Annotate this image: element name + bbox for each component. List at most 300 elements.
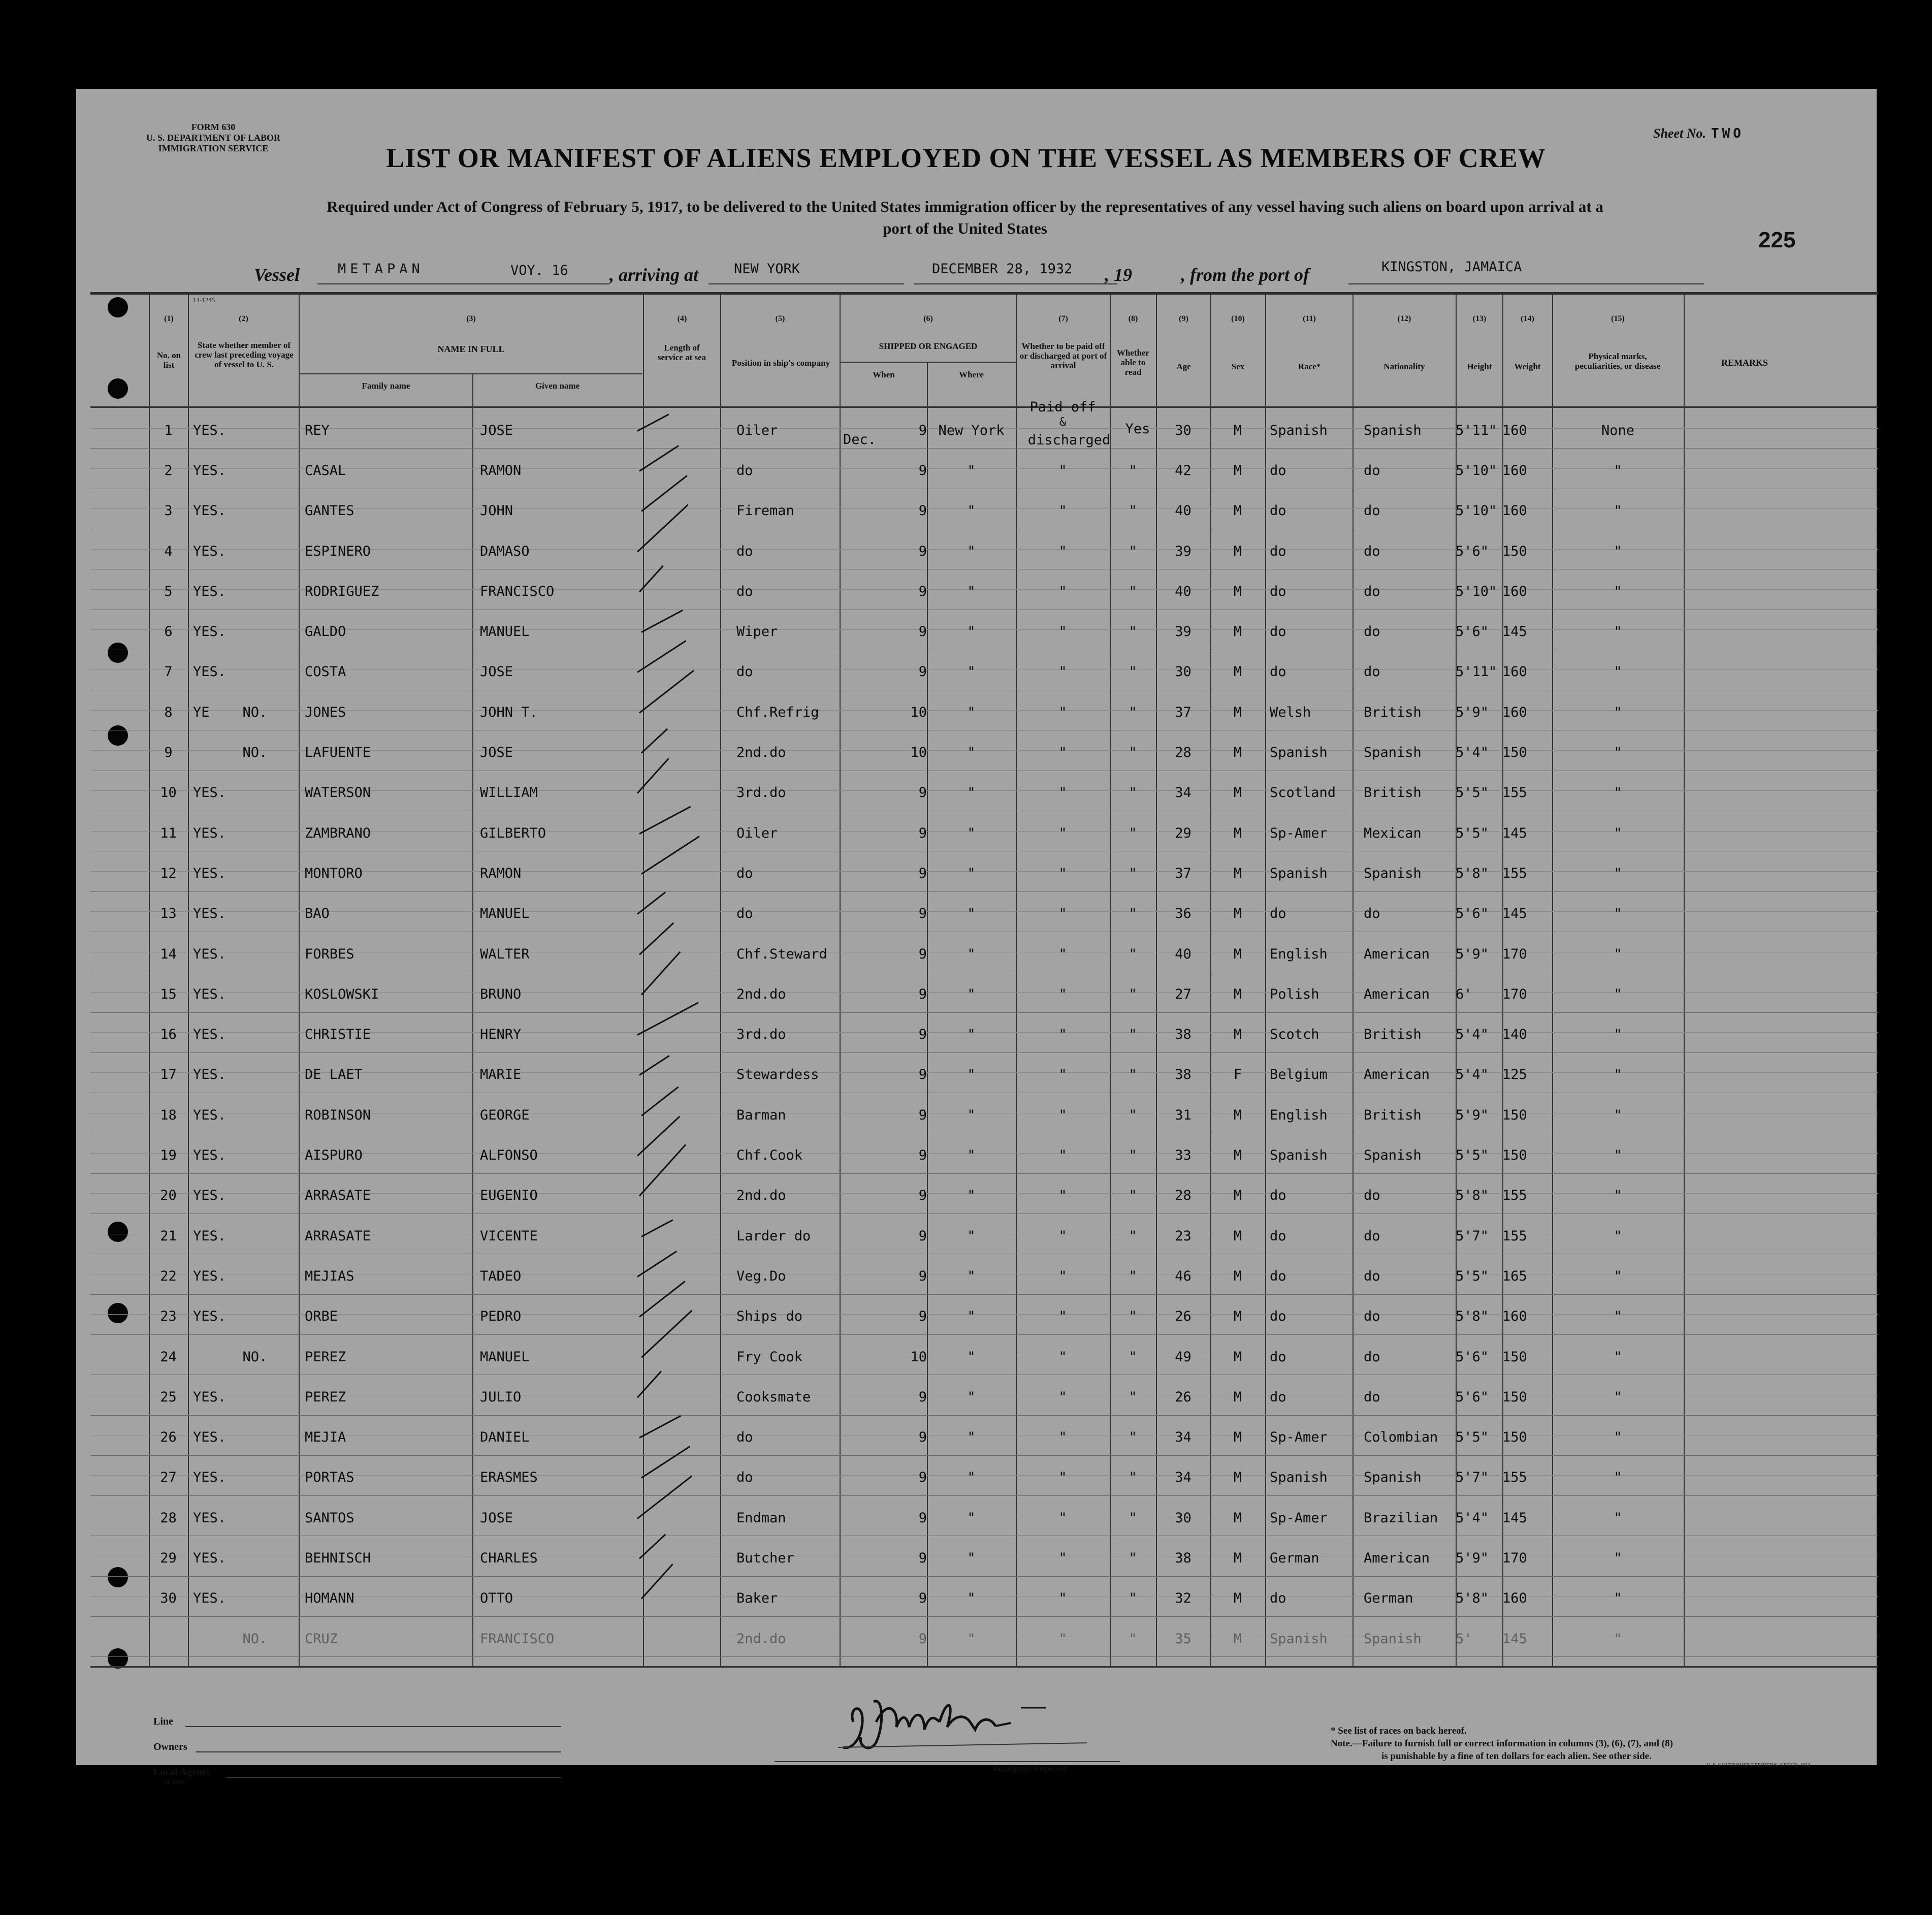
page-subtitle [142,196,1788,239]
paid-off: " [1058,1389,1067,1405]
arriving-port: NEW YORK [734,261,800,277]
weight: 160 [1502,1590,1527,1606]
physical-marks: " [1614,1107,1622,1123]
age: 30 [1175,423,1192,438]
previous-voyage: YE NO. [193,705,268,720]
sex: M [1233,745,1242,760]
weight: 160 [1502,664,1527,680]
row-number: 2 [164,463,173,478]
height: 5'8" [1456,1590,1489,1606]
position: Larder do [736,1228,811,1244]
able-to-read: " [1129,1188,1137,1203]
shipped-where: " [967,463,976,478]
age: 34 [1175,785,1192,801]
col-num: (13) [1472,314,1487,323]
race: do [1270,624,1286,640]
able-to-read: " [1129,745,1137,760]
shipped-where: " [967,946,976,962]
height: 5'5" [1456,1147,1489,1163]
given-name: JOSE [480,664,513,680]
row-number: 26 [160,1429,177,1445]
physical-marks: " [1614,1228,1622,1244]
paid-off: " [1058,544,1067,559]
col-num: (12) [1397,314,1411,323]
nationality: Spanish [1364,866,1422,881]
vessel-label: Vessel [254,265,300,285]
note-line: Note.—Failure to furnish full or correct information in columns (3), (6), (7), and (8) [1331,1738,1673,1749]
position: Chf.Cook [736,1147,803,1163]
sex: M [1233,1308,1242,1324]
height: 5'4" [1456,745,1489,760]
previous-voyage: YES. [193,1308,227,1324]
physical-marks: " [1614,1550,1622,1566]
physical-marks: " [1614,1067,1622,1082]
shipped-when: 9 [918,1470,927,1485]
family-name: REY [305,423,330,438]
row-line [90,1294,1878,1295]
height: 5'4" [1456,1067,1489,1082]
col-num: (11) [1303,314,1316,323]
family-name: GANTES [305,503,355,519]
age: 39 [1175,544,1192,559]
paid-off: " [1058,1027,1067,1042]
weight: 155 [1502,785,1527,801]
previous-voyage: YES. [193,1188,227,1203]
age: 49 [1175,1349,1192,1365]
sex: M [1233,1389,1242,1405]
given-name: ERASMES [480,1470,538,1485]
row-number: 12 [160,866,177,881]
shipped-where: " [967,1429,976,1445]
position: 2nd.do [736,745,786,760]
position: Veg.Do [736,1268,786,1284]
nationality: British [1364,1027,1422,1042]
able-to-read: " [1129,664,1137,680]
shipped-where: " [967,1590,976,1606]
row1-paid-off-line3: discharged [1027,432,1111,448]
position: Baker [736,1590,778,1606]
physical-marks: " [1614,825,1622,841]
previous-voyage: YES. [193,986,227,1002]
sex: M [1233,825,1242,841]
shipped-where: " [967,664,976,680]
given-name: EUGENIO [480,1188,538,1203]
family-name: GALDO [305,624,346,640]
family-name: ZAMBRANO [305,825,371,841]
family-name: LAFUENTE [305,745,371,760]
header-able-to-read: Whether able to read [1116,348,1150,377]
given-name: CHARLES [480,1550,538,1566]
previous-voyage: YES. [193,1147,227,1163]
position: Cooksmate [736,1389,811,1405]
weight: 155 [1502,1470,1527,1485]
height: 5'5" [1456,1429,1489,1445]
family-name: ESPINERO [305,544,371,559]
row1-paid-off-line2: & [1059,416,1067,429]
header-rule [90,406,1878,408]
race: do [1270,1349,1286,1365]
family-name: PORTAS [305,1470,355,1485]
shipped-when: 9 [918,785,927,801]
shipped-when: 9 [918,1590,927,1606]
family-name: BEHNISCH [305,1550,371,1566]
shipped-where: " [967,866,976,881]
inspector-underline [775,1761,1120,1762]
previous-voyage: YES. [193,906,227,921]
height: 5'10" [1456,584,1497,599]
paid-off: " [1058,1268,1067,1284]
family-name: ARRASATE [305,1228,371,1244]
col-num: (5) [775,314,785,323]
family-name: MEJIA [305,1429,346,1445]
nationality: do [1364,1349,1380,1365]
nationality: Spanish [1364,1470,1422,1485]
physical-marks: " [1614,1147,1622,1163]
shipped-where: " [967,503,976,519]
column-line [1684,295,1685,1666]
header-height: Height [1467,362,1492,371]
race: do [1270,1389,1286,1405]
age: 37 [1175,866,1192,881]
position: 2nd.do [736,1631,786,1647]
weight: 150 [1502,1147,1527,1163]
sex: M [1233,584,1242,599]
shipped-where: " [967,1107,976,1123]
row1-month: Dec. [843,432,877,448]
paid-off: " [1058,1590,1067,1606]
row-number: 4 [164,544,173,559]
row-number: 6 [164,624,173,640]
given-name: JOSE [480,423,513,438]
race: Belgium [1270,1067,1328,1082]
weight: 160 [1502,423,1527,438]
given-name: RAMON [480,866,522,881]
punch-hole [108,1648,128,1669]
nationality: do [1364,624,1380,640]
race: do [1270,463,1286,478]
previous-voyage: YES. [193,503,227,519]
nationality: British [1364,705,1422,720]
previous-voyage: YES. [193,1228,227,1244]
sex: M [1233,705,1242,720]
physical-marks: " [1614,1590,1622,1606]
paid-off: " [1058,1550,1067,1566]
shipped-when: 9 [918,1268,927,1284]
column-line [720,295,721,1666]
nationality: Brazilian [1364,1510,1438,1526]
race: Polish [1270,986,1319,1002]
able-to-read: " [1129,463,1137,478]
table-top-rule [90,292,1878,295]
previous-voyage: YES. [193,866,227,881]
given-name: FRANCISCO [480,584,555,599]
shipped-where: " [967,825,976,841]
able-to-read: " [1129,1429,1137,1445]
arriving-label: , arriving at [609,265,699,285]
weight: 150 [1502,1349,1527,1365]
able-to-read: " [1129,906,1137,921]
shipped-when: 9 [918,986,927,1002]
weight: 160 [1502,705,1527,720]
given-name: RAMON [480,463,522,478]
previous-voyage: YES. [193,1067,227,1082]
nationality: do [1364,1188,1380,1203]
sex: M [1233,1590,1242,1606]
shipped-when: 10 [910,745,927,760]
col-num: (3) [466,314,476,323]
able-to-read: " [1129,1631,1137,1647]
height: 5'4" [1456,1027,1489,1042]
age: 30 [1175,1510,1192,1526]
shipped-where: " [967,1470,976,1485]
sex: M [1233,463,1242,478]
height: 6' [1456,986,1472,1002]
given-name: WALTER [480,946,530,962]
row-line [90,1495,1878,1496]
nationality: British [1364,785,1422,801]
family-name: COSTA [305,664,346,680]
shipped-when: 9 [918,1188,927,1203]
nationality: do [1364,664,1380,680]
previous-voyage: YES. [193,1550,227,1566]
previous-voyage: NO. [193,745,268,760]
age: 40 [1175,503,1192,519]
given-name: TADEO [480,1268,522,1284]
height: 5'11" [1456,664,1497,680]
column-line [1265,295,1266,1666]
paid-off: " [1058,866,1067,881]
position: Oiler [736,825,778,841]
column-line [1156,295,1157,1666]
age: 39 [1175,624,1192,640]
shipped-when: 9 [918,1067,927,1082]
paid-off: " [1058,463,1067,478]
shipped-when: 9 [918,423,927,438]
able-to-read: " [1129,1550,1137,1566]
row-number: 25 [160,1389,177,1405]
position: Fry Cook [736,1349,803,1365]
height: 5'6" [1456,1389,1489,1405]
sex: M [1233,1147,1242,1163]
able-to-read: " [1129,705,1137,720]
age: 35 [1175,1631,1192,1647]
nationality: Spanish [1364,745,1422,760]
nationality: Spanish [1364,1147,1422,1163]
shipped-where: " [967,1389,976,1405]
physical-marks: " [1614,1268,1622,1284]
shipped-when: 9 [918,906,927,921]
row-number: 16 [160,1027,177,1042]
nationality: Spanish [1364,1631,1422,1647]
race: do [1270,503,1286,519]
sex: M [1233,624,1242,640]
age: 36 [1175,906,1192,921]
previous-voyage: YES. [193,624,227,640]
physical-marks: " [1614,946,1622,962]
previous-voyage: YES. [193,423,227,438]
family-name: FORBES [305,946,355,962]
nationality: German [1364,1590,1413,1606]
row-number: 13 [160,906,177,921]
row-number: 28 [160,1510,177,1526]
position: Butcher [736,1550,794,1566]
given-name: GILBERTO [480,825,546,841]
header-nationality: Nationality [1383,362,1425,371]
position: Fireman [736,503,794,519]
able-to-read: " [1129,1268,1137,1284]
given-name: WILLIAM [480,785,538,801]
weight: 165 [1502,1268,1527,1284]
arriving-underline [709,283,904,284]
col-num: (9) [1179,314,1188,323]
given-name: VICENTE [480,1228,538,1244]
row-line [90,1656,1878,1657]
row-number: 17 [160,1067,177,1082]
position: do [736,463,753,478]
physical-marks: " [1614,1308,1622,1324]
header-age: Age [1176,362,1191,371]
previous-voyage: YES. [193,825,227,841]
nationality: Mexican [1364,825,1422,841]
previous-voyage: YES. [193,664,227,680]
row-number: 5 [164,584,173,599]
row-number: 1 [164,423,173,438]
paid-off: " [1058,1147,1067,1163]
shipped-when: 9 [918,1550,927,1566]
shipped-where: " [967,1067,976,1082]
sex: M [1233,1550,1242,1566]
physical-marks: None [1601,423,1635,438]
shipped-when: 9 [918,866,927,881]
previous-voyage: NO. [193,1631,268,1647]
height: 5'6" [1456,1349,1489,1365]
paid-off: " [1058,1510,1067,1526]
family-name: PEREZ [305,1349,346,1365]
shipped-where: " [967,544,976,559]
family-name: ORBE [305,1308,338,1324]
weight: 145 [1502,825,1527,841]
shipped-where: " [967,986,976,1002]
height: 5'7" [1456,1470,1489,1485]
previous-voyage: YES. [193,1389,227,1405]
nationality: do [1364,906,1380,921]
family-name: JONES [305,705,346,720]
sex: M [1233,906,1242,921]
paid-off: " [1058,1429,1067,1445]
sex: M [1233,986,1242,1002]
paid-off: " [1058,825,1067,841]
able-to-read: " [1129,1147,1137,1163]
shipped-when: 9 [918,825,927,841]
able-to-read: " [1129,986,1137,1002]
height: 5'8" [1456,866,1489,881]
shipped-where: " [967,1268,976,1284]
previous-voyage: YES. [193,1107,227,1123]
previous-voyage: YES. [193,946,227,962]
physical-marks: " [1614,624,1622,640]
nationality: do [1364,1268,1380,1284]
paid-off: " [1058,1308,1067,1324]
arrival-date: DECEMBER 28, 1932 [932,261,1073,277]
sheet-label: Sheet No. [1653,126,1706,141]
shipped-when: 9 [918,463,927,478]
inspector-label: Immigrant Inspector. [993,1764,1069,1773]
age: 40 [1175,946,1192,962]
shipped-where: " [967,745,976,760]
shipped-when: 10 [910,705,927,720]
owners-underline [196,1751,561,1752]
physical-marks: " [1614,503,1622,519]
weight: 150 [1502,1389,1527,1405]
row-line [90,1455,1878,1456]
height: 5'6" [1456,544,1489,559]
able-to-read: " [1129,503,1137,519]
race: Sp-Amer [1270,1510,1328,1526]
nationality: do [1364,1308,1380,1324]
given-name: JOSE [480,745,513,760]
physical-marks: " [1614,745,1622,760]
punch-hole [108,1222,128,1242]
height: 5'5" [1456,825,1489,841]
nationality: American [1364,1550,1430,1566]
previous-voyage: YES. [193,1027,227,1042]
row-number: 29 [160,1550,177,1566]
paid-off: " [1058,745,1067,760]
shipped-where: " [967,1308,976,1324]
nationality: do [1364,503,1380,519]
age: 28 [1175,1188,1192,1203]
voyage-number: VOY. 16 [510,263,568,278]
family-name: CRUZ [305,1631,338,1647]
line-label: Line [153,1716,173,1727]
age: 28 [1175,745,1192,760]
sex: M [1233,503,1242,519]
race: Sp-Amer [1270,825,1328,841]
header-name-in-full: NAME IN FULL [437,344,505,354]
form-mark: 14-1245 [193,296,215,304]
weight: 145 [1502,906,1527,921]
age: 37 [1175,705,1192,720]
race: do [1270,1268,1286,1284]
shipped-where: " [967,1228,976,1244]
position: do [736,906,753,921]
vessel-underline [317,283,609,284]
paid-off: " [1058,584,1067,599]
weight: 155 [1502,1228,1527,1244]
nationality: do [1364,1228,1380,1244]
row-number: 11 [160,825,177,841]
physical-marks: " [1614,544,1622,559]
race: Scotch [1270,1027,1319,1042]
inspector-signature [772,1666,1087,1768]
previous-voyage: YES. [193,1268,227,1284]
given-name: OTTO [480,1590,513,1606]
row-number: 9 [164,745,173,760]
punch-hole [108,1303,128,1323]
nationality: do [1364,584,1380,599]
row-line [90,1173,1878,1174]
race: English [1270,1107,1328,1123]
footnote-races: * See list of races on back hereof. [1331,1726,1467,1736]
header-race: Race* [1298,362,1321,371]
weight: 150 [1502,1107,1527,1123]
given-name: MANUEL [480,624,530,640]
nationality: do [1364,544,1380,559]
weight: 155 [1502,866,1527,881]
able-to-read: " [1129,1308,1137,1324]
paid-off: " [1058,946,1067,962]
physical-marks: " [1614,785,1622,801]
